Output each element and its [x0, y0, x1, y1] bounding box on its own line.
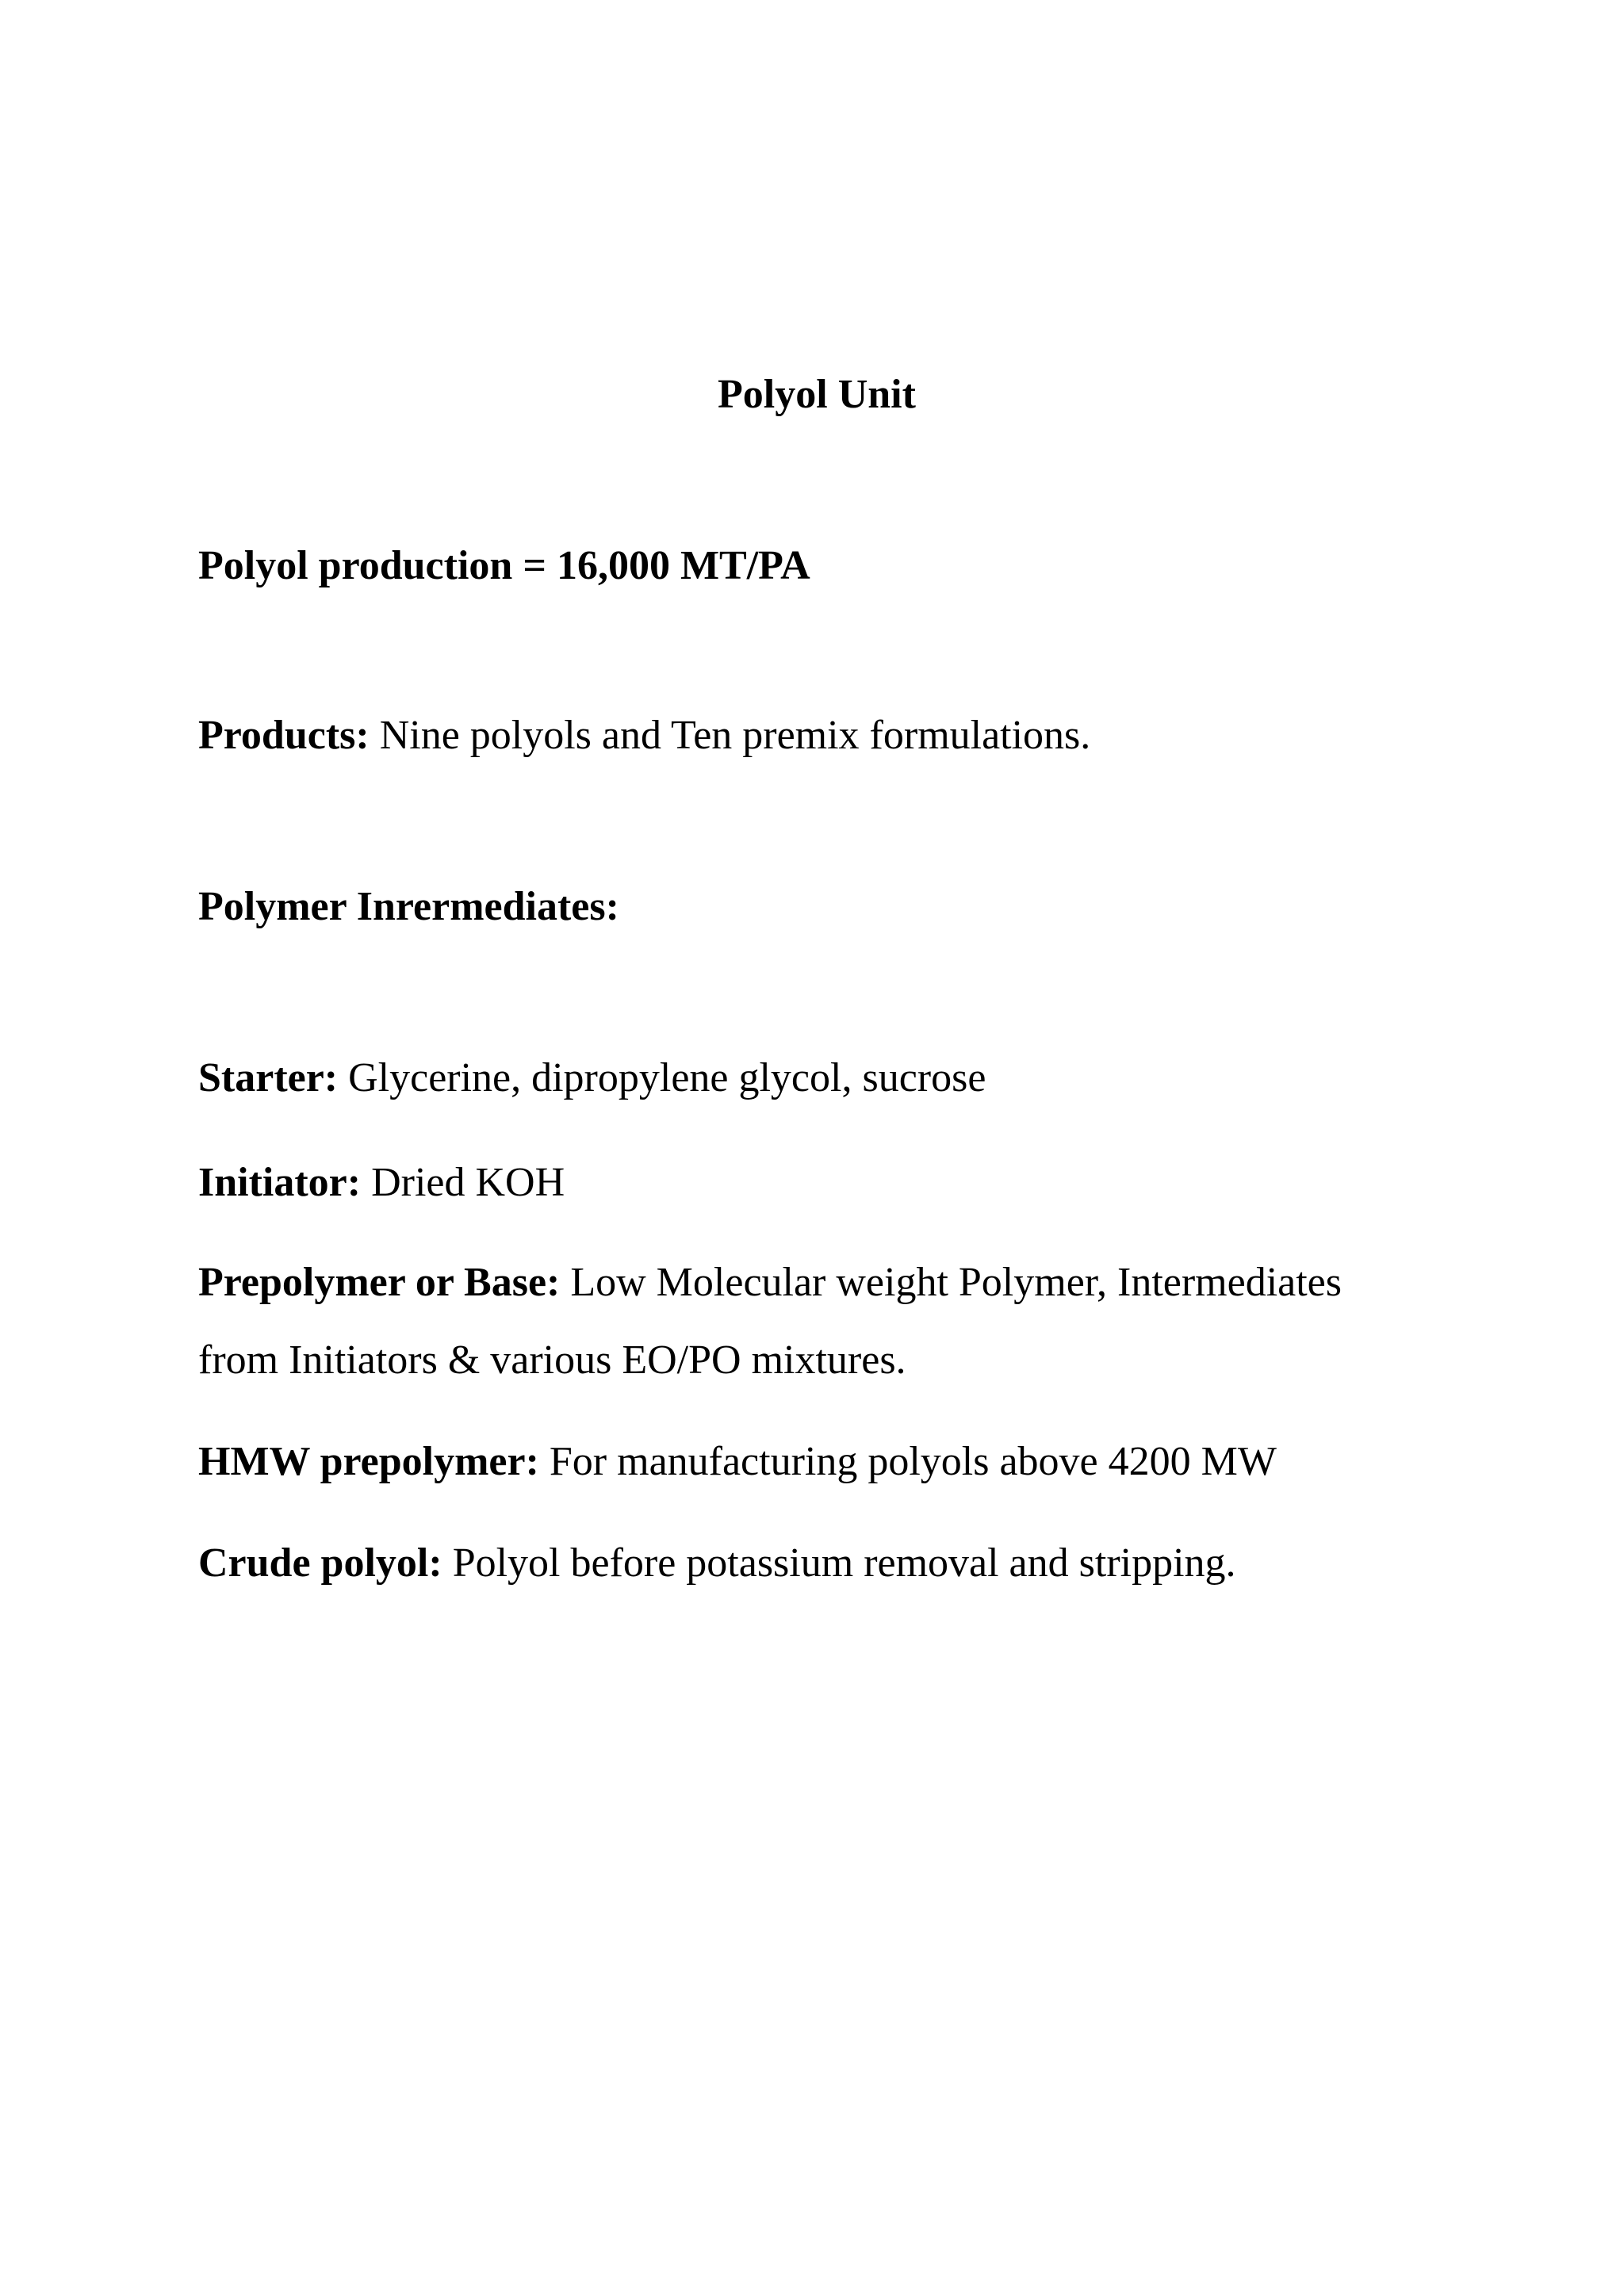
definition-text: Polyol before potassium removal and stripping.	[452, 1540, 1236, 1586]
definition-text: For manufacturing polyols above 4200 MW	[549, 1439, 1277, 1484]
page-title: Polyol Unit	[718, 372, 916, 417]
definition-term: Starter:	[198, 1055, 339, 1100]
products-text: Nine polyols and Ten premix formulations.	[379, 713, 1091, 758]
definition-prepolymer	[198, 1262, 1342, 1303]
definition-term: Initiator:	[198, 1160, 362, 1205]
production-line	[198, 545, 810, 587]
definition-starter	[198, 1055, 986, 1100]
definition-text: Low Molecular weight Polymer, Intermediates	[570, 1260, 1342, 1305]
definition-crude-polyol	[198, 1540, 1236, 1586]
definition-term: Crude polyol:	[198, 1540, 442, 1586]
definition-text: Dried KOH	[371, 1160, 565, 1205]
definition-text: Glycerine, dipropylene glycol, sucrose	[348, 1055, 986, 1100]
production-value: = 16,000 MT/PA	[523, 543, 810, 588]
products-label: Products:	[198, 713, 370, 758]
definition-initiator	[198, 1162, 565, 1203]
intermediates-heading: Polymer Inrermediates:	[198, 884, 619, 929]
production-label: Polyol production	[198, 543, 513, 588]
definition-hmw-prepolymer	[198, 1441, 1277, 1483]
definition-prepolymer-continuation: from Initiators & various EO/PO mixtures.	[198, 1337, 906, 1383]
definition-term: HMW prepolymer:	[198, 1439, 539, 1484]
products-line	[198, 715, 1090, 756]
definition-term: Prepolymer or Base:	[198, 1260, 561, 1305]
